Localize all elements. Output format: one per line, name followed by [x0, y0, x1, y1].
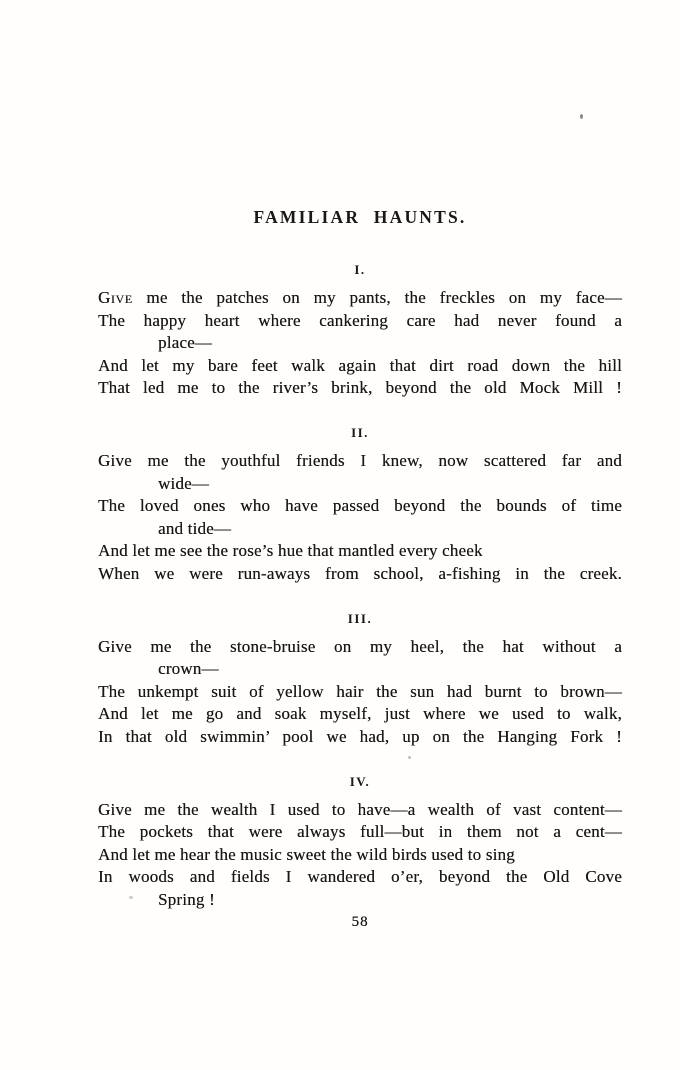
- poem-line: The happy heart where cankering care had never found a: [98, 310, 622, 330]
- poem-line: And let me go and soak myself, just where we used to walk,: [98, 704, 622, 724]
- stanza-numeral: IV.: [349, 773, 371, 789]
- poem-body: [98, 263, 622, 911]
- poem-line: The pockets that were always full—but in them not a cent—: [98, 822, 622, 842]
- poem-line: That led me to the river’s brink, beyond the old Mock Mill !: [98, 378, 622, 398]
- stanza-lines: [98, 799, 622, 912]
- poem-line: And let my bare feet walk again that dirt road down the hill: [98, 355, 622, 375]
- poem-line: And let me hear the music sweet the wild birds used to sing: [98, 844, 515, 864]
- page-number: 58: [351, 914, 369, 931]
- stanza-numeral: I.: [354, 262, 366, 277]
- poem-line: The unkempt suit of yellow hair the sun had burnt to brown—: [98, 681, 622, 701]
- poem-line: and tide—: [158, 518, 232, 538]
- poem-line: Give me the stone-bruise on my heel, the hat without a: [98, 636, 622, 656]
- poem-line: wide—: [158, 473, 210, 493]
- stanza-lines: [98, 287, 622, 400]
- poem-line: crown—: [158, 659, 219, 679]
- stanza-numeral: III.: [347, 610, 373, 626]
- stanza-lines: [98, 450, 622, 586]
- poem-line: In woods and fields I wandered o’er, beyond the Old Cove: [98, 867, 622, 887]
- stanza-numeral: II.: [351, 424, 369, 440]
- poem-title: FAMILIAR HAUNTS.: [253, 207, 467, 227]
- poem-line: place—: [158, 333, 213, 353]
- stanza-lines: [98, 636, 622, 749]
- stanza-3: [98, 612, 622, 749]
- poem-line: In that old swimmin’ pool we had, up on the Hanging Fork !: [98, 726, 622, 746]
- poem-line: Give me the youthful friends I knew, now scattered far and: [98, 450, 622, 470]
- smallcaps-lead-word: Give: [98, 288, 133, 307]
- stanza-1: [98, 263, 622, 400]
- poem-line: Spring !: [158, 889, 215, 909]
- page-content: [98, 0, 622, 931]
- poem-line: When we were run-aways from school, a-fishing in the creek.: [98, 563, 622, 583]
- poem-line: The loved ones who have passed beyond the bounds of time: [98, 496, 622, 516]
- poem-line: Give me the wealth I used to have—a wealth of vast content—: [98, 799, 622, 819]
- poem-line: Give me the patches on my pants, the freckles on my face—: [98, 288, 622, 307]
- stanza-2: [98, 426, 622, 586]
- poem-line: And let me see the rose’s hue that mantled every cheek: [98, 541, 483, 561]
- stanza-4: [98, 775, 622, 912]
